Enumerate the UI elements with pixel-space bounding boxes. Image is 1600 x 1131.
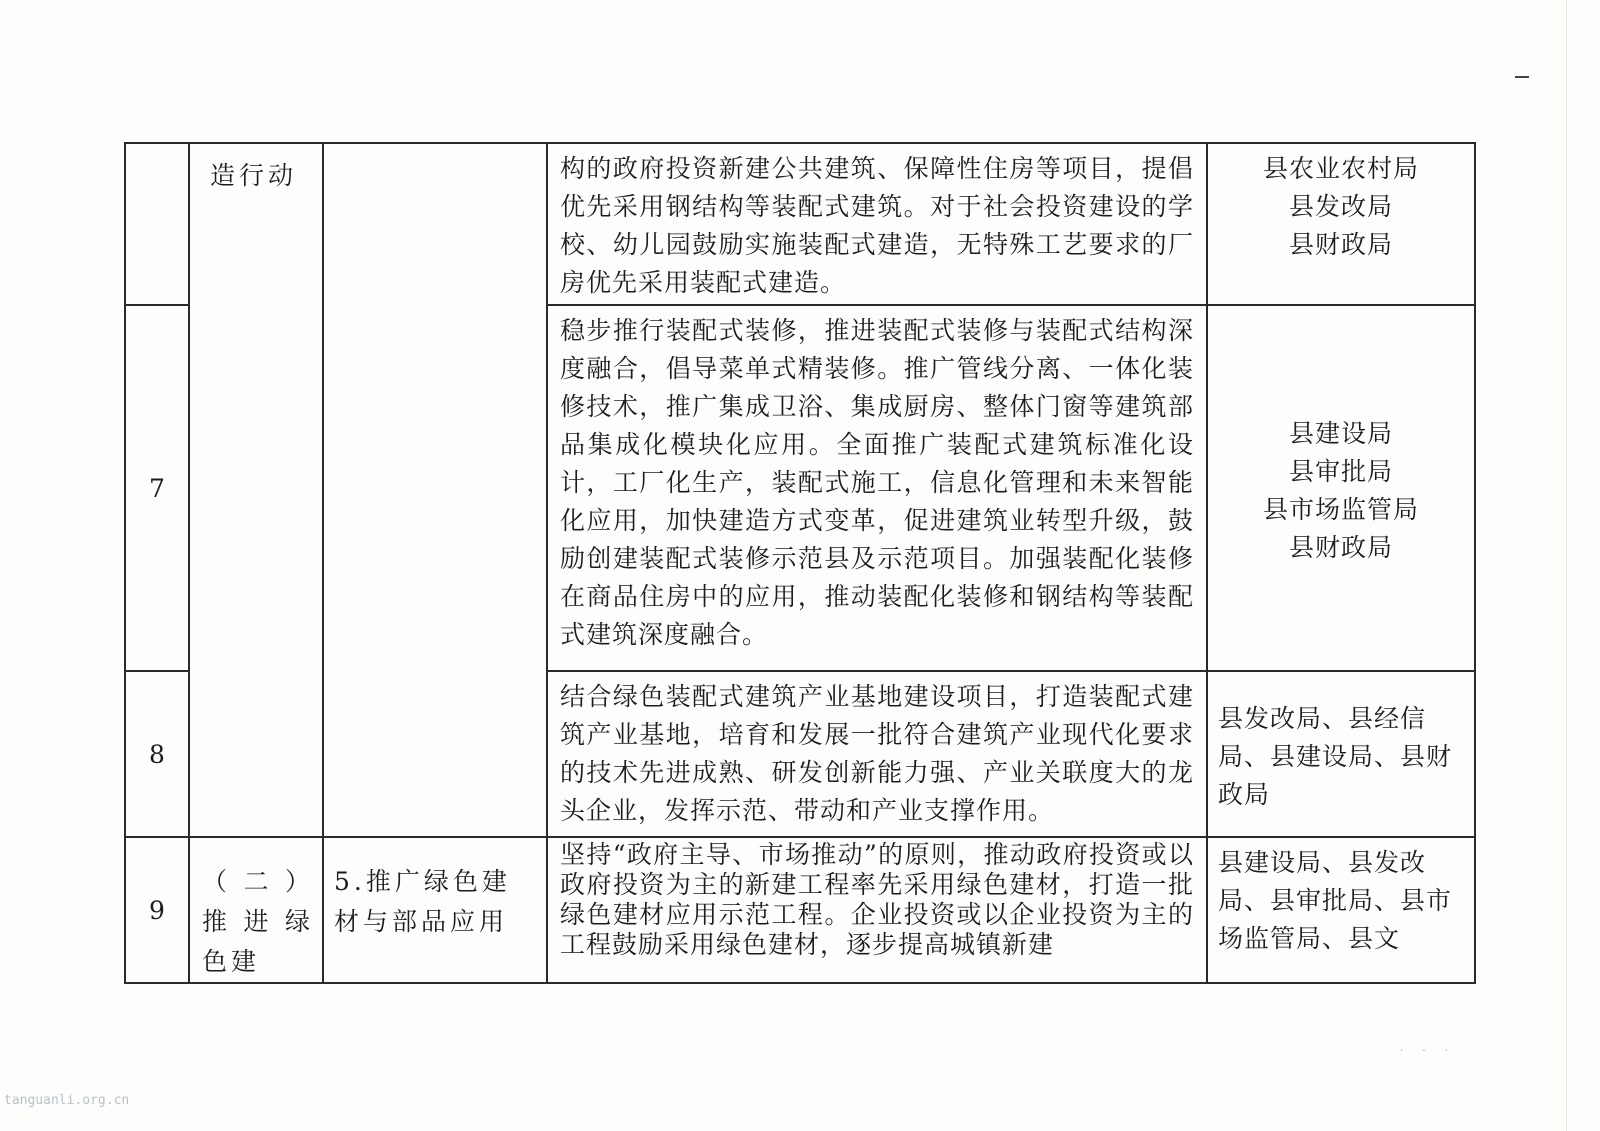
department-text [1208, 409, 1474, 567]
watermark: tanguanli.org.cn [4, 1093, 130, 1108]
scan-edge-line [1566, 0, 1567, 1131]
department-cell [1207, 837, 1475, 983]
department-name: 县财政局 [1288, 230, 1393, 259]
category-text: （二）推进绿色建 [202, 867, 314, 976]
content-text: 坚持“政府主导、市场推动”的原则，推动政府投资或以政府投资为主的新建工程率先采用绿色建材，打造一批绿色建材应用示范工程。企业投资或以企业投资为主的工程鼓励采用绿色建材，逐步提高城镇新建 [560, 840, 1194, 959]
page-mark [1515, 76, 1529, 78]
content-cell [547, 837, 1207, 983]
content-cell [547, 143, 1207, 305]
department-name: 县审批局 [1288, 457, 1393, 486]
row-number: 9 [149, 895, 165, 925]
category-cell [189, 143, 323, 837]
row-number: 8 [149, 739, 165, 769]
department-text: 县发改局、县经信局、县建设局、县财政局 [1218, 704, 1453, 809]
subcategory-text: 5.推广绿色建材与部品应用 [334, 867, 511, 936]
department-name: 县发改局 [1288, 192, 1393, 221]
department-cell [1207, 305, 1475, 671]
category-cell [189, 837, 323, 983]
department-name: 县财政局 [1288, 533, 1393, 562]
department-cell [1207, 143, 1475, 305]
row-number: 7 [149, 473, 165, 503]
content-cell [547, 305, 1207, 671]
table-row [125, 143, 1475, 305]
row-number-cell [125, 837, 189, 983]
department-name: 县市场监管局 [1262, 495, 1419, 524]
department-name: 县建设局 [1288, 419, 1393, 448]
department-name: 县农业农村局 [1262, 154, 1419, 183]
subcategory-cell [323, 837, 547, 983]
scan-specks: · · · [1400, 1046, 1456, 1057]
row-number-cell [125, 143, 189, 305]
table-row [125, 837, 1475, 983]
row-number-cell [125, 671, 189, 837]
content-text: 结合绿色装配式建筑产业基地建设项目，打造装配式建筑产业基地，培育和发展一批符合建筑产业现代化要求的技术先进成熟、研发创新能力强、产业关联度大的龙头企业，发挥示范、带动和产业支撑作用。 [560, 682, 1194, 825]
content-text: 构的政府投资新建公共建筑、保障性住房等项目，提倡优先采用钢结构等装配式建筑。对于社会投资建设的学校、幼儿园鼓励实施装配式建造，无特殊工艺要求的厂房优先采用装配式建造。 [560, 154, 1194, 297]
subcategory-text [324, 144, 546, 168]
department-text [1208, 144, 1474, 264]
subcategory-cell [323, 143, 547, 837]
content-text: 稳步推行装配式装修，推进装配式装修与装配式结构深度融合，倡导菜单式精装修。推广管线分离、一体化装修技术，推广集成卫浴、集成厨房、整体门窗等建筑部品集成化模块化应用。全面推广装配式建筑标准化设计，工厂化生产，装配式施工，信息化管理和未来智能化应用，加快建造方式变革，促进建筑业转型升级，鼓励创建装配式装修示范县及示范项目。加强装配化装修在商品住房中的应用，推动装配化装修和钢结构等装配式建筑深度融合。 [560, 316, 1194, 649]
content-cell [547, 671, 1207, 837]
department-text: 县建设局、县发改局、县审批局、县市场监管局、县文 [1218, 848, 1453, 953]
task-table [124, 142, 1476, 984]
row-number-cell [125, 305, 189, 671]
department-cell [1207, 671, 1475, 837]
category-text: 造行动 [210, 161, 298, 190]
